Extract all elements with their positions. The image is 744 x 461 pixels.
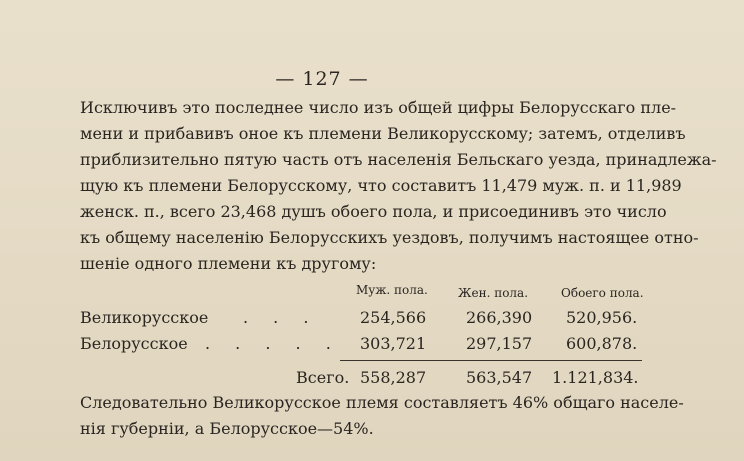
paragraph-intro	[80, 95, 717, 277]
text-line: Следовательно Великорусское племя составляетъ 46% общаго населе-	[80, 393, 684, 412]
row-leader-dots: . . .	[243, 308, 319, 327]
text-line: Исключивъ это последнее число изъ общей цифры Белорусскаго пле-	[80, 98, 677, 117]
header-male: Муж. пола.	[356, 283, 428, 297]
header-total: Обоего пола.	[561, 286, 644, 300]
text-line: щую къ племени Белорусскому, что составитъ 11,479 муж. п. и 11,989	[80, 176, 682, 195]
row-leader-dots: . . . . .	[205, 334, 341, 353]
header-female: Жен. пола.	[458, 286, 529, 300]
cell-total: 600,878.	[566, 334, 638, 353]
cell-total: 520,956.	[566, 308, 638, 327]
row-label-great-russian: Великорусское	[80, 308, 209, 327]
sum-rule	[340, 360, 642, 361]
text-line: къ общему населенію Белорусскихъ уездовъ, получимъ настоящее отно-	[80, 228, 699, 247]
text-line: приблизительно пятую часть отъ населенія Бельскаго уезда, принадлежа-	[80, 150, 717, 169]
cell-male: 303,721	[360, 334, 427, 353]
text-line: нія губерніи, а Белорусское—54%.	[80, 419, 374, 438]
text-line: женск. п., всего 23,468 душъ обоего пола, и присоединивъ это число	[80, 202, 667, 221]
text-line: мени и прибавивъ оное къ племени Великорусскому; затемъ, отделивъ	[80, 124, 686, 143]
total-label: Всего.	[296, 368, 350, 387]
total-female: 563,547	[466, 368, 533, 387]
paragraph-conclusion	[80, 390, 684, 442]
page-number: — 127 —	[275, 68, 369, 90]
total-male: 558,287	[360, 368, 427, 387]
cell-female: 266,390	[466, 308, 533, 327]
text-line: шеніе одного племени къ другому:	[80, 254, 377, 273]
cell-female: 297,157	[466, 334, 533, 353]
row-label-belarusian: Белорусское	[80, 334, 188, 353]
total-both: 1.121,834.	[552, 368, 639, 387]
cell-male: 254,566	[360, 308, 427, 327]
